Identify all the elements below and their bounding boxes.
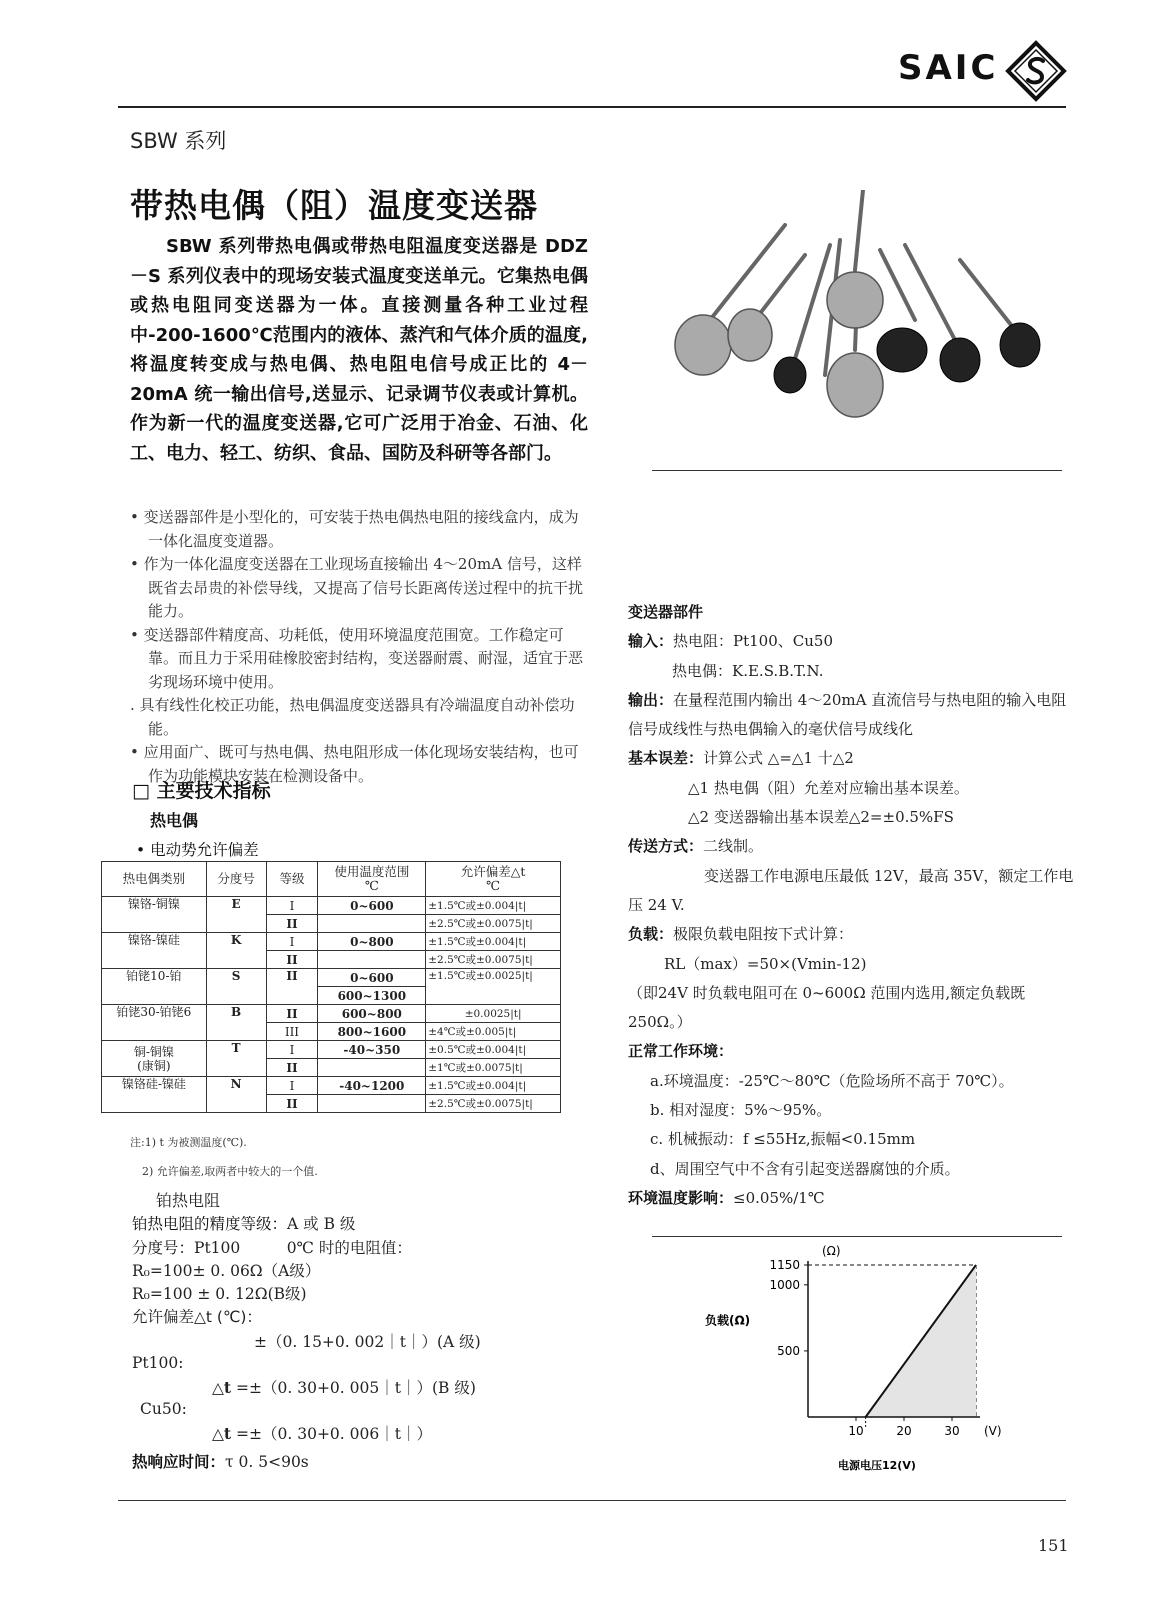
list-item: • 变送器部件精度高、功耗低，使用环境温度范围宽。工作稳定可靠。而且力于采用硅橡胶密封结构，变送器耐震、耐湿，适宜于恶劣现场环境中使用。 (130, 625, 584, 691)
specs-heading: □ 主要技术指标 (132, 780, 271, 802)
table-row: II ±2.5℃或±0.0075|t| (102, 915, 561, 933)
x-tick-labels (848, 1417, 959, 1438)
x-tick-label: 30 (944, 1424, 960, 1438)
table-row: 600~1300 (102, 987, 561, 1005)
pt-formula-a: ±（0. 15+0. 002｜t｜）(A 级) (254, 1333, 481, 1351)
col-header: 分度号 (206, 862, 266, 897)
env-heading: 正常工作环境： (628, 1042, 734, 1061)
col-header: 热电偶类别 (102, 862, 207, 897)
page-number: 151 (1038, 1536, 1069, 1555)
list-item: • 变送器部件是小型化的，可安装于热电偶热电阻的接线盒内，成为一体化温度变道器。 (130, 508, 579, 550)
input-line: 输入：热电阻：Pt100、Cu50 (628, 632, 833, 651)
page-title: 带热电偶（阻）温度变送器 (130, 186, 538, 225)
power-line: 变送器工作电源电压最低 12V，最高 35V，额定工作电压 24 V. (628, 866, 1074, 914)
emf-heading: • 电动势允许偏差 (136, 841, 259, 859)
table-note-1: 注:1) t 为被测温度(℃). (130, 1136, 247, 1149)
list-item: • 应用面广、既可与热电偶、热电阻形成一体化现场安装结构，也可作为功能模块安装在检测设备中。 (130, 743, 579, 785)
table-row: II ±2.5℃或±0.0075|t| (102, 1095, 561, 1113)
pt-accuracy-line: 铂热电阻的精度等级：A 或 B 级 (132, 1215, 356, 1233)
table-row: II ±2.5℃或±0.0075|t| (102, 951, 561, 969)
col-header: 允许偏差△t ℃ (426, 862, 561, 897)
error-line: 基本误差：计算公式 △=△1 十△2 (628, 749, 854, 768)
pt-r0-b: R₀=100 ± 0. 12Ω(B级) (132, 1285, 307, 1303)
y-tick-label: 1000 (769, 1277, 800, 1292)
pt-heading: 铂热电阻 (156, 1191, 221, 1210)
env-item: a.环境温度：-25℃～80℃（危险场所不高于 70℃）。 (650, 1071, 1014, 1090)
load-voltage-chart (690, 1245, 1030, 1485)
table-note-2: 2) 允许偏差,取两者中较大的一个值. (142, 1165, 318, 1178)
table-row: 铂铑30-铂铑6 B II 600~800 ±0.0025|t| (102, 1005, 561, 1023)
load-line: 负载：极限负载电阻按下式计算： (628, 925, 854, 944)
table-row: II ±1℃或±0.0075|t| (102, 1059, 561, 1077)
y-tick-label: 500 (777, 1343, 800, 1358)
transmitter-specs (628, 598, 1076, 1213)
response-time-line: 热响应时间：τ 0. 5<90s (132, 1453, 309, 1471)
input-line-2: 热电偶：K.E.S.B.T.N. (672, 661, 824, 680)
y-tick-labels (769, 1258, 808, 1358)
table-row: 镍铬硅-镍硅 N I -40~1200 ±1.5℃或±0.004|t| (102, 1077, 561, 1095)
x-tick-label: 20 (896, 1424, 912, 1438)
table-row: 铜-铜镍 (康铜) T I -40~350 ±0.5℃或±0.004|t| (102, 1041, 561, 1059)
env-item: d、周围空气中不含有引起变送器腐蚀的介质。 (650, 1159, 960, 1178)
thermocouple-table (101, 861, 561, 1113)
load-formula: RL（max）=50×(Vmin-12) (664, 954, 867, 973)
pt-index-line: 分度号：Pt100 0℃ 时的电阻值： (132, 1239, 412, 1257)
y-axis-label: 负载(Ω) (705, 1313, 751, 1328)
error-line-1: △1 热电偶（阻）允差对应输出基本误差。 (688, 778, 969, 797)
pt-r0-a: R₀=100± 0. 06Ω（A级） (132, 1262, 321, 1280)
col-header: 使用温度范围 ℃ (318, 862, 426, 897)
error-line-2: △2 变送器输出基本误差△2=±0.5%FS (688, 808, 954, 827)
y-unit-label: (Ω) (822, 1245, 841, 1258)
table-row: 镍铬-镍硅 K I 0~800 ±1.5℃或±0.004|t| (102, 933, 561, 951)
env-item: c. 机械振动：f ≤55Hz,振幅<0.15mm (650, 1130, 916, 1149)
list-item: . 具有线性化校正功能，热电偶温度变送器具有冷端温度自动补偿功能。 (130, 696, 575, 738)
intro-paragraph (130, 232, 588, 468)
x-tick-label: 10 (848, 1424, 864, 1438)
col-header: 等级 (266, 862, 318, 897)
list-item: • 作为一体化温度变送器在工业现场直接输出 4～20mA 信号，这样既省去昂贵的补偿导线，又提高了信号长距离传送过程中的抗干扰能力。 (130, 555, 584, 620)
intro-text: SBW 系列带热电偶或带热电阻温度变送器是 DDZ－S 系列仪表中的现场安装式温度变送单元。它集热电偶或热电阻同变送器为一体。直接测量各种工业过程中-200-1600℃范围内的液体、蒸汽和气体介质的温度,将温度转变成与热电偶、热电阻电信号成正比的 4－20mA 统一输出信号,送显示、记录调节仪表或计算机。作为新一代的温度变送器,它可广泛用于冶金、石油、化工、电力、轻工、纺织、食品、国防及科研等各部门。 (130, 236, 588, 464)
transmitter-heading: 变送器部件 (628, 603, 704, 621)
product-photo (665, 190, 1065, 430)
saic-logo-icon (1005, 40, 1067, 102)
feature-list (130, 506, 590, 788)
env-item: b. 相对湿度：5%～95%。 (650, 1101, 832, 1120)
transmission-line: 传送方式：二线制。 (628, 837, 764, 856)
pt-formula-b: △t =±（0. 30+0. 005｜t｜）(B 级) (212, 1378, 476, 1397)
table-row: 铂铑10-铂 S II 0~600 ±1.5℃或±0.0025|t| (102, 969, 561, 987)
cu50-label: Cu50: (140, 1400, 187, 1418)
series-label: SBW 系列 (130, 129, 227, 153)
output-line: 输出：在量程范围内输出 4～20mA 直流信号与热电阻的输入电阻信号成线性与热电偶输入的毫伏信号成线化 (628, 690, 1067, 739)
thermocouple-heading: 热电偶 (150, 811, 199, 830)
table-header-row (102, 862, 561, 897)
load-note: （即24V 时负载电阻可在 0~600Ω 范围内选用,额定负载既 250Ω。） (628, 983, 1026, 1032)
x-axis-label: 电源电压12(V) (838, 1459, 916, 1472)
table-row: 镍铬-铜镍 E I 0~600 ±1.5℃或±0.004|t| (102, 897, 561, 915)
pt-formula-c: △t =±（0. 30+0. 006｜t｜） (212, 1424, 432, 1443)
pt100-label: Pt100: (132, 1354, 184, 1372)
y-tick-label: 1150 (769, 1258, 800, 1272)
pt-deviation-label: 允许偏差△t (℃)： (132, 1308, 262, 1326)
influence-line: 环境温度影响：≤0.05%/1℃ (628, 1188, 825, 1207)
table-row: III 800~1600 ±4℃或±0.005|t| (102, 1023, 561, 1041)
x-unit-label: (V) (984, 1424, 1002, 1438)
brand-name: SAIC (898, 48, 999, 88)
